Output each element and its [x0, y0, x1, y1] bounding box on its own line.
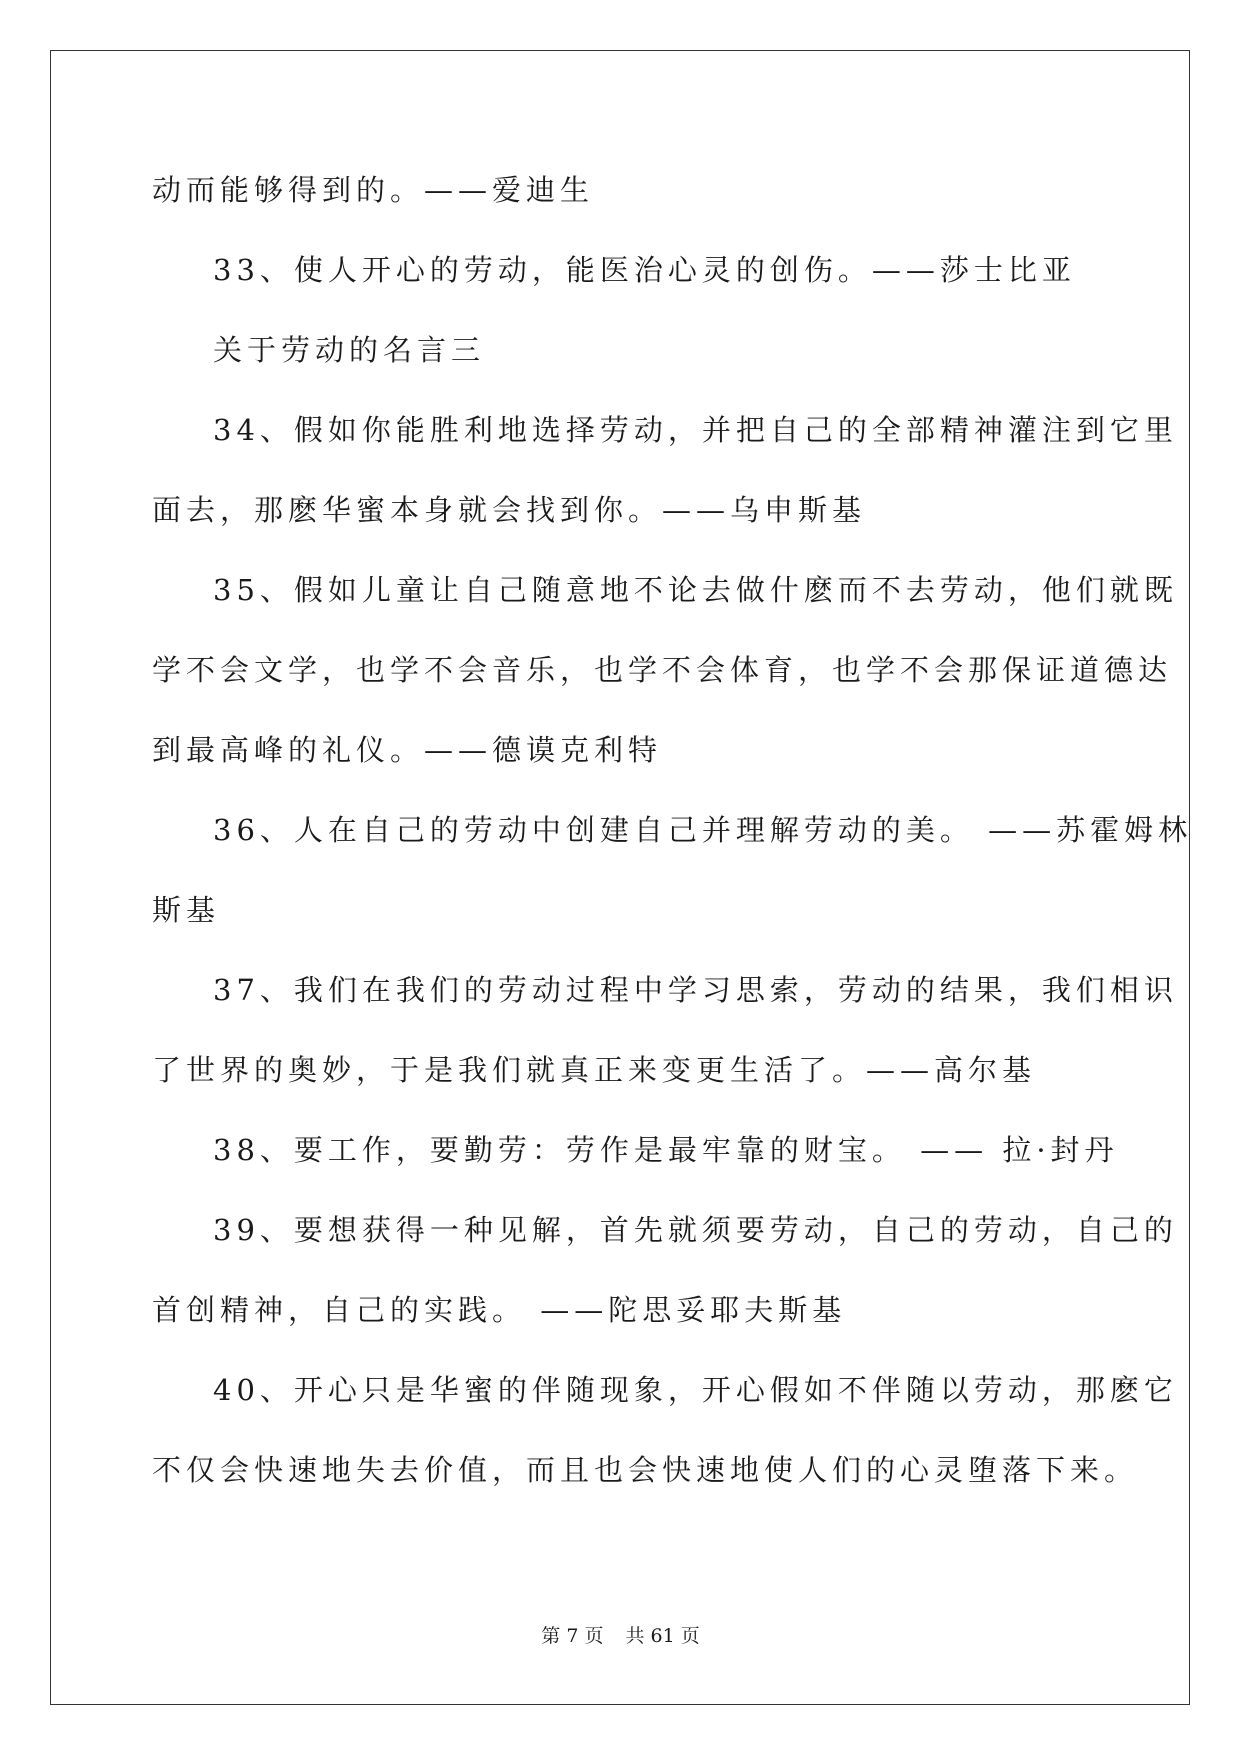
quote-39-line-2: 首创精神，自己的实践。 ——陀思妥耶夫斯基	[152, 1293, 847, 1327]
page-footer	[0, 1627, 1241, 1646]
quote-35-line-3: 到最高峰的礼仪。——德谟克利特	[152, 733, 663, 767]
quote-38: 38、要工作，要勤劳：劳作是最牢靠的财宝。 —— 拉·封丹	[213, 1133, 1119, 1167]
quote-37-line-1: 37、我们在我们的劳动过程中学习思索，劳动的结果，我们相识	[213, 973, 1178, 1007]
quote-37-line-2: 了世界的奥妙，于是我们就真正来变更生活了。——高尔基	[152, 1053, 1037, 1087]
quote-34-line-2: 面去，那麽华蜜本身就会找到你。——乌申斯基	[152, 493, 867, 527]
quote-39-line-1: 39、要想获得一种见解，首先就须要劳动，自己的劳动，自己的	[213, 1213, 1178, 1247]
text-line-1: 动而能够得到的。——爱迪生	[152, 173, 595, 207]
quote-40-line-1: 40、开心只是华蜜的伴随现象，开心假如不伴随以劳动，那麽它	[213, 1373, 1178, 1407]
page-total: 共 61 页	[625, 1625, 700, 1647]
page-number: 第 7 页	[541, 1625, 604, 1647]
quote-36-line-2: 斯基	[152, 893, 221, 927]
quote-35-line-2: 学不会文学，也学不会音乐，也学不会体育，也学不会那保证道德达	[152, 653, 1173, 687]
quote-40-line-2: 不仅会快速地失去价值，而且也会快速地使人们的心灵堕落下来。	[152, 1453, 1139, 1487]
quote-36-line-1: 36、人在自己的劳动中创建自己并理解劳动的美。 ——苏霍姆林	[213, 813, 1193, 847]
section-heading: 关于劳动的名言三	[213, 333, 486, 367]
quote-34-line-1: 34、假如你能胜利地选择劳动，并把自己的全部精神灌注到它里	[213, 413, 1178, 447]
quote-33: 33、使人开心的劳动，能医治心灵的创伤。——莎士比亚	[213, 253, 1076, 287]
quote-35-line-1: 35、假如儿童让自己随意地不论去做什麽而不去劳动，他们就既	[213, 573, 1178, 607]
